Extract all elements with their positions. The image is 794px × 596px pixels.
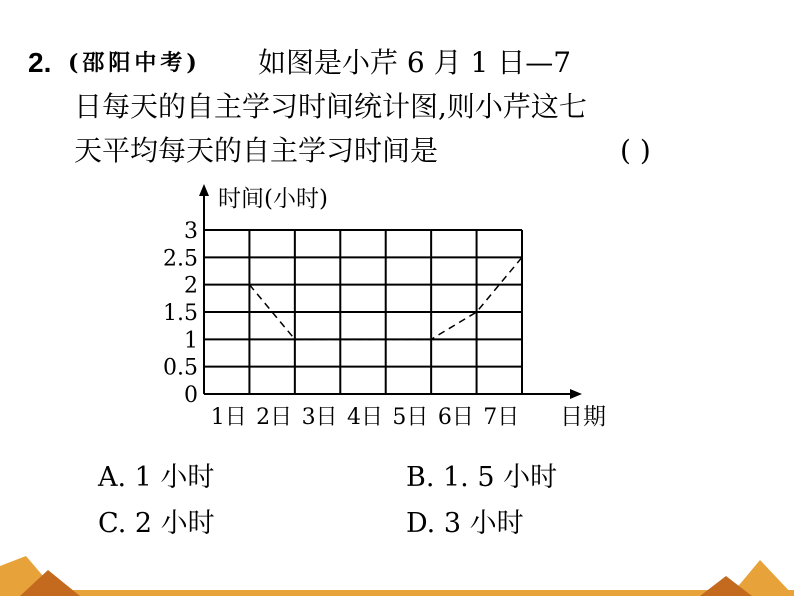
option-d[interactable]: D. 3 小时 [406, 508, 524, 539]
question-line-3: 天平均每天的自主学习时间是 [74, 134, 439, 167]
option-b[interactable]: B. 1. 5 小时 [406, 462, 558, 493]
y-tick-label: 3 [184, 219, 198, 244]
y-axis-arrow [199, 184, 209, 196]
y-tick-labels [163, 219, 198, 408]
y-tick-label: 2.5 [163, 246, 198, 272]
answer-blank: ( ) [620, 134, 651, 167]
x-tick-label: 4日 [347, 405, 383, 430]
y-tick-label: 0 [184, 383, 198, 408]
x-axis-label: 日期 [560, 404, 606, 430]
x-axis-arrow [570, 389, 582, 399]
question-source-text: (邵阳中考) [68, 50, 201, 76]
y-tick-label: 2 [184, 273, 198, 299]
footer-bar [0, 590, 794, 596]
question-line-1: 如图是小芹 6 月 1 日—7 [258, 46, 572, 79]
option-c[interactable]: C. 2 小时 [98, 508, 215, 539]
y-axis-label: 时间(小时) [218, 186, 328, 212]
x-tick-label: 6日 [437, 405, 474, 430]
x-tick-label: 5日 [392, 405, 429, 430]
y-tick-label: 1 [184, 328, 198, 354]
y-tick-label: 1.5 [163, 301, 198, 326]
chart-grid [204, 230, 522, 394]
x-tick-label: 1日 [210, 405, 247, 430]
footer-decoration [0, 556, 794, 596]
x-tick-label: 7日 [483, 405, 520, 430]
x-tick-label: 2日 [256, 405, 293, 430]
question-line-2: 日每天的自主学习时间统计图,则小芹这七 [74, 90, 587, 123]
x-tick-labels [211, 405, 520, 430]
x-tick-label: 3日 [301, 405, 338, 430]
y-tick-label: 0.5 [163, 355, 198, 381]
option-a[interactable]: A. 1 小时 [98, 462, 215, 493]
question-number: 2. [28, 47, 52, 78]
